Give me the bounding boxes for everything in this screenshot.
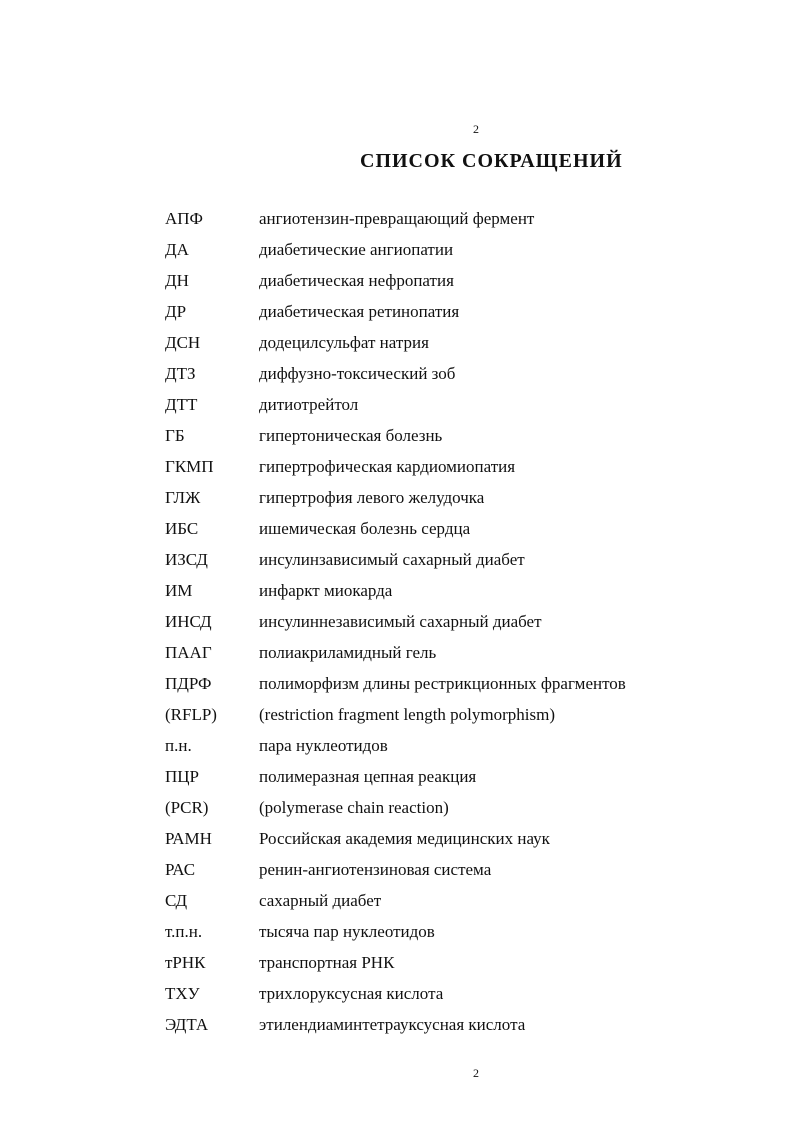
abbreviation-row	[165, 1009, 725, 1040]
page-title: СПИСОК СОКРАЩЕНИЙ	[360, 150, 623, 172]
abbreviation-row	[165, 668, 725, 699]
abbreviation-row	[165, 513, 725, 544]
abbreviation-row	[165, 823, 725, 854]
abbreviation-definition: гипертрофия левого желудочка	[259, 487, 485, 507]
abbreviation-definition: полиакриламидный гель	[259, 642, 437, 662]
abbreviation-definition: додецилсульфат натрия	[259, 332, 429, 352]
abbreviation-term: ИМ	[165, 580, 193, 600]
abbreviation-term: ГБ	[165, 425, 185, 445]
abbreviation-definition: полиморфизм длины рестрикционных фрагментов	[259, 673, 626, 693]
abbreviation-row	[165, 885, 725, 916]
page-number-top: 2	[473, 122, 479, 136]
abbreviation-definition: (restriction fragment length polymorphism)	[259, 704, 556, 724]
abbreviation-definition: ишемическая болезнь сердца	[259, 518, 471, 538]
abbreviation-list	[165, 203, 725, 1040]
abbreviation-term: (RFLP)	[165, 704, 217, 724]
abbreviation-term: ГЛЖ	[165, 487, 201, 507]
abbreviation-definition: гипертоническая болезнь	[259, 425, 443, 445]
abbreviation-definition: трихлоруксусная кислота	[259, 983, 444, 1003]
abbreviation-definition: ангиотензин-превращающий фермент	[259, 208, 535, 228]
page-number-bottom: 2	[473, 1066, 479, 1080]
abbreviation-row	[165, 637, 725, 668]
abbreviation-term: ДР	[165, 301, 187, 321]
abbreviation-row	[165, 203, 725, 234]
abbreviation-row	[165, 420, 725, 451]
abbreviation-definition: гипертрофическая кардиомиопатия	[259, 456, 516, 476]
abbreviation-term: т.п.н.	[165, 921, 203, 941]
abbreviation-definition: Российская академия медицинских наук	[259, 828, 550, 848]
abbreviation-row	[165, 451, 725, 482]
abbreviation-definition: дитиотрейтол	[259, 394, 359, 414]
abbreviation-term: ДА	[165, 239, 189, 259]
abbreviation-definition: тысяча пар нуклеотидов	[259, 921, 435, 941]
abbreviation-row	[165, 296, 725, 327]
abbreviation-term: ИНСД	[165, 611, 212, 631]
abbreviation-term: ДТТ	[165, 394, 198, 414]
abbreviation-definition: инфаркт миокарда	[259, 580, 393, 600]
abbreviation-definition: диффузно-токсический зоб	[259, 363, 456, 383]
abbreviation-definition: диабетическая нефропатия	[259, 270, 454, 290]
abbreviation-definition: (polymerase chain reaction)	[259, 797, 449, 817]
abbreviation-term: РАМН	[165, 828, 212, 848]
abbreviation-row	[165, 792, 725, 823]
abbreviation-term: ИЗСД	[165, 549, 208, 569]
abbreviation-definition: этилендиаминтетрауксусная кислота	[259, 1014, 526, 1034]
abbreviation-row	[165, 358, 725, 389]
abbreviation-definition: ренин-ангиотензиновая система	[259, 859, 492, 879]
abbreviation-definition: инсулинзависимый сахарный диабет	[259, 549, 525, 569]
abbreviation-row	[165, 699, 725, 730]
abbreviation-definition: инсулиннезависимый сахарный диабет	[259, 611, 542, 631]
abbreviation-definition: транспортная РНК	[259, 952, 395, 972]
abbreviation-term: СД	[165, 890, 188, 910]
abbreviation-term: ПДРФ	[165, 673, 212, 693]
abbreviation-row	[165, 978, 725, 1009]
abbreviation-definition: диабетические ангиопатии	[259, 239, 454, 259]
abbreviation-term: (PCR)	[165, 797, 209, 817]
abbreviation-term: ПЦР	[165, 766, 200, 786]
abbreviation-term: АПФ	[165, 208, 203, 228]
abbreviation-definition: полимеразная цепная реакция	[259, 766, 477, 786]
abbreviation-term: ПААГ	[165, 642, 212, 662]
abbreviation-row	[165, 730, 725, 761]
abbreviation-term: ЭДТА	[165, 1014, 209, 1034]
abbreviation-term: ДН	[165, 270, 189, 290]
abbreviation-row	[165, 916, 725, 947]
abbreviation-row	[165, 265, 725, 296]
abbreviation-row	[165, 761, 725, 792]
abbreviation-term: ГКМП	[165, 456, 214, 476]
abbreviation-row	[165, 854, 725, 885]
abbreviation-row	[165, 947, 725, 978]
abbreviation-term: тРНК	[165, 952, 206, 972]
abbreviation-definition: сахарный диабет	[259, 890, 382, 910]
abbreviation-term: ДСН	[165, 332, 201, 352]
abbreviation-row	[165, 389, 725, 420]
abbreviation-term: ТХУ	[165, 983, 200, 1003]
abbreviation-row	[165, 234, 725, 265]
abbreviation-row	[165, 544, 725, 575]
abbreviation-row	[165, 482, 725, 513]
abbreviation-row	[165, 575, 725, 606]
abbreviation-term: РАС	[165, 859, 196, 879]
abbreviation-term: п.н.	[165, 735, 192, 755]
abbreviation-term: ИБС	[165, 518, 199, 538]
abbreviation-term: ДТЗ	[165, 363, 196, 383]
abbreviation-row	[165, 327, 725, 358]
abbreviation-definition: пара нуклеотидов	[259, 735, 388, 755]
abbreviation-row	[165, 606, 725, 637]
abbreviation-definition: диабетическая ретинопатия	[259, 301, 460, 321]
